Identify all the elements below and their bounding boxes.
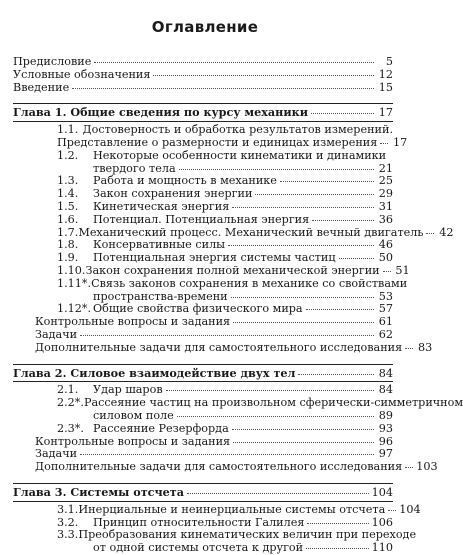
toc-line <box>13 340 433 355</box>
section-number: 1.10. <box>57 263 86 277</box>
toc-page-number: 53 <box>378 289 393 303</box>
toc-line <box>13 486 393 500</box>
dot-leader <box>94 62 374 63</box>
toc-page-number: 5 <box>385 55 393 68</box>
toc-entry-text: Связь законов сохранения в механике со свойствами <box>91 276 408 290</box>
toc-entry-text: Кинетическая энергия <box>93 199 230 213</box>
toc-line <box>13 276 408 291</box>
dot-leader <box>405 348 413 349</box>
toc-entry-text: Задачи <box>35 327 78 341</box>
dot-leader <box>306 309 374 310</box>
toc-entry-text: Достоверность и обработка результатов измерений. <box>82 123 393 137</box>
toc-line <box>13 56 393 69</box>
toc-page-number: 50 <box>378 251 393 265</box>
toc-page-number: 89 <box>378 408 393 422</box>
toc-page-number: 17 <box>393 135 408 149</box>
toc-entry-text: Преобразования кинематических величин при переходе <box>78 528 417 542</box>
section-number: 3.2. <box>57 515 79 529</box>
toc-entry-text: Некоторые особенности кинематики и динамики <box>93 148 387 162</box>
toc-page-number: 36 <box>378 212 393 226</box>
toc-section[interactable] <box>13 123 408 150</box>
section-number: 2.2*. <box>57 396 84 410</box>
dot-leader <box>80 335 374 336</box>
dot-leader <box>339 258 374 259</box>
toc-line <box>13 135 408 150</box>
chapter-heading[interactable] <box>13 367 393 381</box>
page-title: Оглавление <box>151 18 259 36</box>
toc-entry-text: Удар шаров <box>93 383 163 397</box>
dot-leader <box>255 194 374 195</box>
toc-page-number: 62 <box>378 327 393 341</box>
section-number: 1.11*. <box>57 276 92 290</box>
toc-entry-text: Консервативные силы <box>93 238 226 252</box>
toc-entry-text: Контрольные вопросы и задания <box>35 434 231 448</box>
toc-section[interactable] <box>13 423 393 436</box>
toc-page-number: 106 <box>371 515 393 529</box>
toc-line <box>13 410 393 423</box>
toc-entry-text: Закон сохранения полной механической энергии <box>85 263 380 277</box>
dot-leader <box>177 416 374 417</box>
section-number: 1.9. <box>57 251 79 265</box>
dot-leader <box>231 297 374 298</box>
toc-page-number: 17 <box>378 106 393 120</box>
toc-entry-text: силовом поле <box>93 408 174 422</box>
dot-leader <box>179 169 374 170</box>
dot-leader <box>166 390 374 391</box>
toc-page-number: 84 <box>378 383 393 397</box>
toc-line <box>13 423 393 436</box>
chapter-heading[interactable] <box>13 486 393 500</box>
toc-page-number: 96 <box>378 434 393 448</box>
toc-line <box>13 367 393 381</box>
chapter-rule <box>13 103 393 104</box>
toc-page-number: 42 <box>439 225 454 239</box>
toc-section[interactable] <box>13 201 393 214</box>
section-number: 1.1. <box>57 123 79 137</box>
section-number: 1.8. <box>57 238 79 252</box>
dot-leader <box>72 88 374 89</box>
toc-page-number: 21 <box>378 161 393 175</box>
toc-line <box>13 214 393 227</box>
chapter-rule <box>13 501 393 502</box>
toc-item[interactable] <box>13 460 438 474</box>
toc-entry-text: Введение <box>13 80 70 94</box>
toc-page-number: 12 <box>378 67 393 81</box>
toc-page-number: 104 <box>399 502 421 516</box>
toc-line <box>13 502 421 517</box>
dot-leader <box>228 245 374 246</box>
toc-section[interactable] <box>13 528 417 555</box>
toc-page-number: 51 <box>395 263 410 277</box>
toc-entry-text: Общие свойства физического мира <box>93 302 303 316</box>
toc-entry-text: Глава 2. Силовое взаимодействие двух тел <box>13 365 296 380</box>
chapter-rule <box>13 364 393 365</box>
toc-line <box>13 460 438 474</box>
toc-entry-text: Потенциальная энергия системы частиц <box>93 251 336 265</box>
section-number: 3.1. <box>57 502 79 516</box>
toc-line <box>13 542 393 555</box>
toc-entry-text: Задачи <box>35 447 78 461</box>
chapter-rule <box>13 381 393 382</box>
toc-page-number: 97 <box>378 447 393 461</box>
toc-line <box>13 150 393 163</box>
dot-leader <box>388 510 396 511</box>
toc-entry-text: Дополнительные задачи для самостоятельного исследования <box>35 340 403 354</box>
spacer <box>13 355 393 361</box>
toc-page-number: 83 <box>417 340 433 354</box>
dot-leader <box>426 233 434 234</box>
dot-leader <box>312 220 374 221</box>
toc-entry-text: Дополнительные задачи для самостоятельного исследования <box>35 460 403 474</box>
toc-page-number: 110 <box>371 541 393 555</box>
toc-entry-text: от одной системы отсчета к другой <box>93 541 304 555</box>
section-number: 2.3*. <box>57 421 84 435</box>
toc-entry-text: Представление о размерности и единицах измерения <box>57 135 378 149</box>
toc-line <box>13 106 393 120</box>
toc-line <box>13 69 393 82</box>
dot-leader <box>405 467 413 468</box>
toc-section[interactable] <box>13 214 393 227</box>
dot-leader <box>298 374 374 375</box>
dot-leader <box>233 442 374 443</box>
toc-entry-text: Механический процесс. Механический вечный двигатель <box>78 225 424 239</box>
toc-page-number: 93 <box>378 421 393 435</box>
toc-page-number: 31 <box>378 199 393 213</box>
table-of-contents <box>13 55 463 555</box>
toc-page-number: 46 <box>378 238 393 252</box>
toc-page-number: 103 <box>416 460 438 474</box>
section-number: 2.1. <box>57 383 79 397</box>
toc-page-number: 61 <box>378 315 393 329</box>
chapter-rule <box>13 483 393 484</box>
section-number: 1.5. <box>57 199 79 213</box>
spacer <box>13 94 393 100</box>
dot-leader <box>233 322 374 323</box>
toc-entry-text: Глава 3. Системы отсчета <box>13 484 184 499</box>
toc-page-number: 15 <box>378 80 393 94</box>
section-number: 1.7. <box>57 225 79 239</box>
dot-leader <box>311 113 374 114</box>
section-number: 3.3. <box>57 528 79 542</box>
section-number: 1.3. <box>57 174 79 188</box>
toc-entry-text: Условные обозначения <box>13 67 151 81</box>
toc-entry-text: Инерциальные и неинерциальные системы отсчета <box>78 502 386 516</box>
toc-entry-text: Работа и мощность в механике <box>93 174 277 188</box>
chapter-heading[interactable] <box>13 106 393 120</box>
toc-entry-text: Рассеяние Резерфорда <box>93 421 229 435</box>
toc-entry-text: пространства-времени <box>93 289 228 303</box>
toc-page-number: 57 <box>378 302 393 316</box>
toc-entry-text: Предисловие <box>13 55 92 68</box>
dot-leader <box>280 181 374 182</box>
spacer <box>13 474 393 480</box>
toc-item[interactable] <box>13 329 393 342</box>
dot-leader <box>232 429 374 430</box>
section-number: 1.4. <box>57 187 79 201</box>
section-number: 1.2. <box>57 148 79 162</box>
toc-line <box>13 263 410 278</box>
dot-leader <box>306 548 369 549</box>
toc-item[interactable] <box>13 82 393 95</box>
toc-section[interactable] <box>13 150 393 176</box>
toc-line <box>13 201 393 214</box>
toc-page-number: 25 <box>378 174 393 188</box>
section-number: 1.12*. <box>57 302 92 316</box>
toc-entry-text: Принцип относительности Галилея <box>93 515 305 529</box>
toc-line <box>13 329 393 342</box>
toc-entry-text: твердого тела <box>93 161 176 175</box>
dot-leader <box>153 75 374 76</box>
dot-leader <box>307 523 368 524</box>
toc-section[interactable] <box>13 276 408 304</box>
toc-entry-text: Контрольные вопросы и задания <box>35 315 231 329</box>
toc-section[interactable] <box>13 502 421 517</box>
toc-entry-text: Глава 1. Общие сведения по курсу механики <box>13 105 308 120</box>
chapter-rule <box>13 121 393 122</box>
toc-entry-text: Рассеяние частиц на произвольном сферически-симметричном <box>83 396 463 410</box>
dot-leader <box>380 143 388 144</box>
dot-leader <box>187 493 369 494</box>
toc-entry-text: Закон сохранения энергии <box>93 187 253 201</box>
toc-item[interactable] <box>13 69 393 82</box>
toc-item[interactable] <box>13 56 393 69</box>
toc-page-number: 29 <box>378 187 393 201</box>
toc-section[interactable] <box>13 396 463 423</box>
toc-entry-text: Потенциал. Потенциальная энергия <box>93 212 310 226</box>
toc-line <box>13 82 393 95</box>
dot-leader <box>383 271 391 272</box>
toc-item[interactable] <box>13 340 433 355</box>
section-number: 1.6. <box>57 212 79 226</box>
toc-page-number: 84 <box>378 366 393 380</box>
toc-page-number: 104 <box>371 485 393 499</box>
toc-section[interactable] <box>13 263 410 278</box>
dot-leader <box>80 454 374 455</box>
dot-leader <box>232 207 374 208</box>
toc-line <box>13 396 463 410</box>
